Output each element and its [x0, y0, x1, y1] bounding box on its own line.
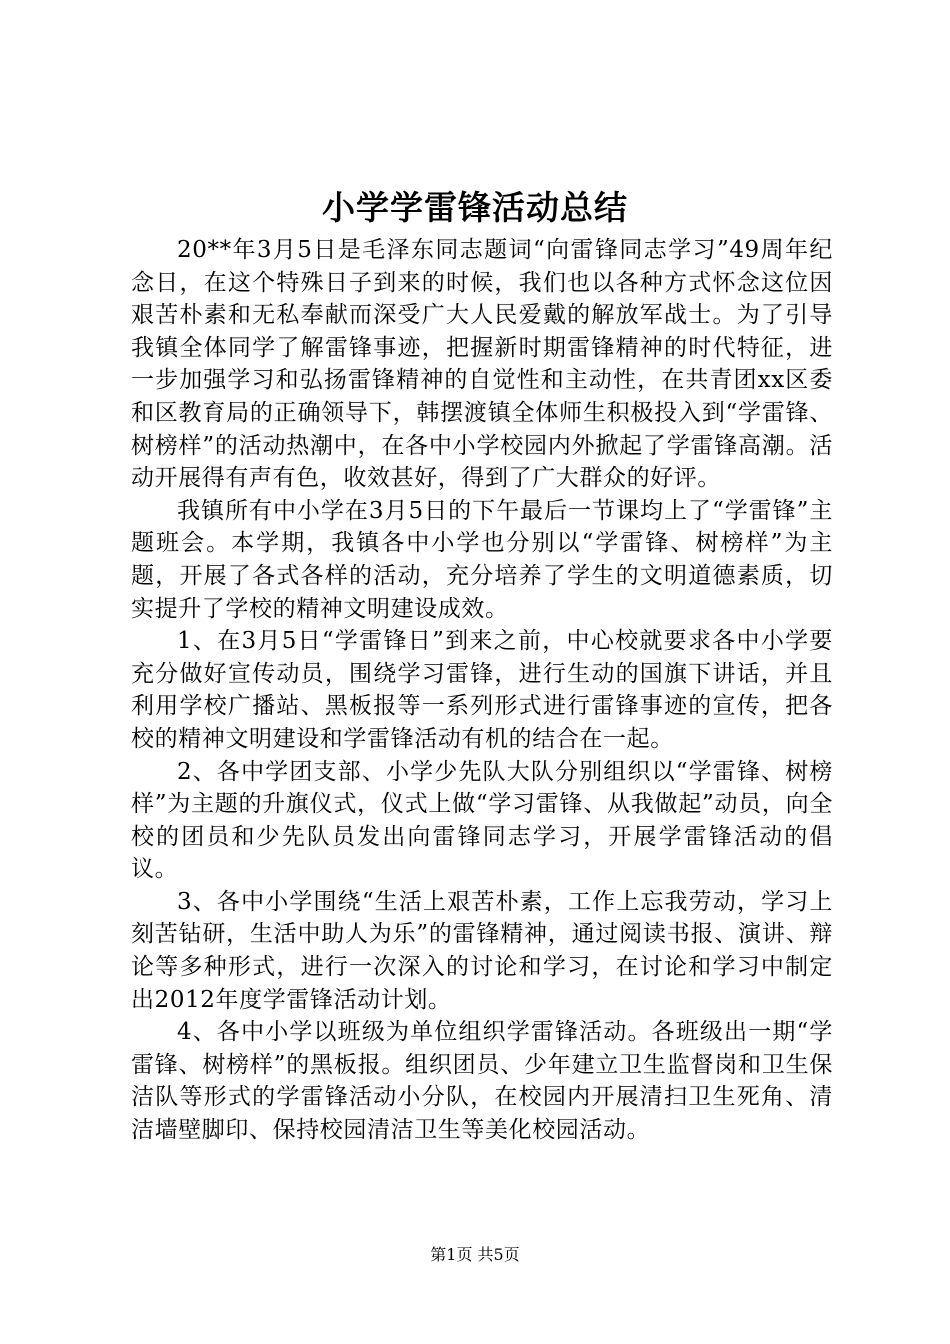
paragraph-item-3: 3、各中小学围绕“生活上艰苦朴素，工作上忘我劳动，学习上刻苦钻研，生活中助人为乐”的雷锋精神，通过阅读书报、演讲、辩论等多种形式，进行一次深入的讨论和学习，在讨论和学习中制定出2012年度学雷锋活动计划。 [131, 888, 833, 1013]
paragraph-item-1: 1、在3月5日“学雷锋日”到来之前，中心校就要求各中小学要充分做好宣传动员，围绕学习雷锋，进行生动的国旗下讲话，并且利用学校广播站、黑板报等一系列形式进行雷锋事迹的宣传，把各校的精神文明建设和学雷锋活动有机的结合在一起。 [131, 628, 833, 752]
document-body [131, 234, 833, 1147]
paragraph-intro: 20**年3月5日是毛泽东同志题词“向雷锋同志学习”49周年纪念日，在这个特殊日子到来的时候，我们也以各种方式怀念这位因艰苦朴素和无私奉献而深受广大人民爱戴的解放军战士。为了引导我镇全体同学了解雷锋事迹，把握新时期雷锋精神的时代特征，进一步加强学习和弘扬雷锋精神的自觉性和主动性，在共青团xx区委和区教育局的正确领导下，韩摆渡镇全体师生积极投入到“学雷锋、树榜样”的活动热潮中，在各中小学校园内外掀起了学雷锋高潮。活动开展得有声有色，收效甚好，得到了广大群众的好评。 [131, 237, 833, 492]
paragraph-item-2: 2、各中学团支部、小学少先队大队分别组织以“学雷锋、树榜样”为主题的升旗仪式，仪式上做“学习雷锋、从我做起”动员，向全校的团员和少先队员发出向雷锋同志学习，开展学雷锋活动的倡议。 [131, 758, 833, 883]
paragraph-item-4: 4、各中小学以班级为单位组织学雷锋活动。各班级出一期“学雷锋、树榜样”的黑板报。组织团员、少年建立卫生监督岗和卫生保洁队等形式的学雷锋活动小分队，在校园内开展清扫卫生死角、清洁墙壁脚印、保持校园清洁卫生等美化校园活动。 [131, 1019, 833, 1144]
paragraph-class-meeting: 我镇所有中小学在3月5日的下午最后一节课均上了“学雷锋”主题班会。本学期，我镇各中小学也分别以“学雷锋、树榜样”为主题，开展了各式各样的活动，充分培养了学生的文明道德素质，切实提升了学校的精神文明建设成效。 [131, 497, 833, 622]
document-title: 小学学雷锋活动总结 [322, 188, 628, 227]
page-number-footer: 第1页 共5页 [430, 1245, 520, 1264]
